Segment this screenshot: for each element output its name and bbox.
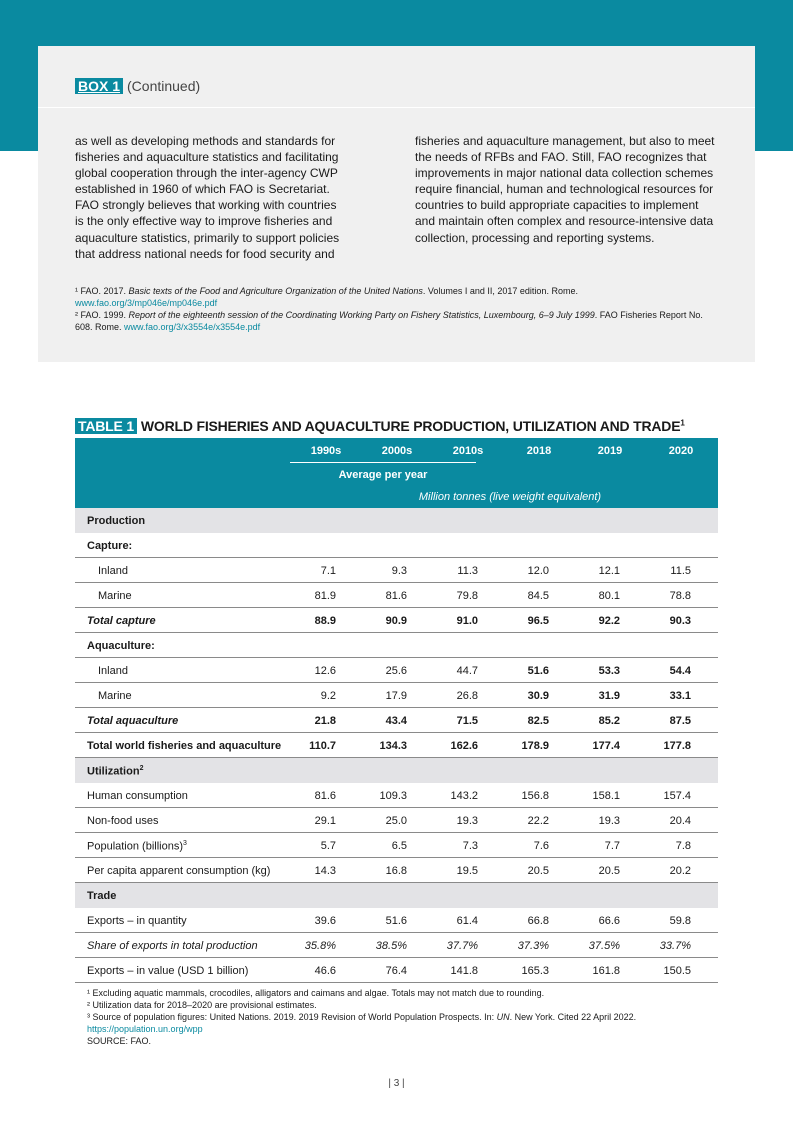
- table-section-row: [75, 508, 718, 533]
- cell-2020: 90.3: [669, 615, 691, 627]
- cell-2000s: 16.8: [385, 865, 407, 877]
- table-row: [75, 683, 718, 708]
- col-header-2010s: 2010s: [452, 445, 484, 457]
- table-section-row: [75, 883, 718, 908]
- cell-2018: 20.5: [527, 865, 549, 877]
- row-label: Aquaculture:: [87, 640, 155, 652]
- table-row: [75, 783, 718, 808]
- cell-2010s: 143.2: [450, 790, 478, 802]
- population-link[interactable]: https://population.un.org/wpp: [87, 1024, 203, 1034]
- cell-1990s: 9.2: [320, 690, 336, 702]
- cell-2000s: 38.5%: [375, 940, 407, 952]
- col-header-2000s: 2000s: [381, 445, 413, 457]
- cell-2010s: 19.5: [456, 865, 478, 877]
- cell-2010s: 26.8: [456, 690, 478, 702]
- cell-1990s: 46.6: [314, 965, 336, 977]
- table-row: [75, 908, 718, 933]
- cell-2010s: 61.4: [456, 915, 478, 927]
- cell-1990s: 21.8: [314, 715, 336, 727]
- cell-2018: 84.5: [527, 590, 549, 602]
- box-tag: BOX 1: [75, 78, 123, 94]
- table-section-row: [75, 758, 718, 783]
- row-label: Capture:: [87, 540, 133, 552]
- table-row: [75, 958, 718, 983]
- table-body: [75, 508, 718, 983]
- cell-2018: 178.9: [521, 740, 549, 752]
- cell-2000s: 51.6: [385, 915, 407, 927]
- row-label: Inland: [98, 665, 128, 677]
- row-label: Human consumption: [87, 790, 188, 802]
- cell-2000s: 17.9: [385, 690, 407, 702]
- cell-1990s: 81.9: [314, 590, 336, 602]
- cell-2000s: 25.0: [385, 815, 407, 827]
- col-header-2019: 2019: [597, 445, 623, 457]
- cell-2020: 33.7%: [659, 940, 691, 952]
- cell-2020: 11.5: [670, 565, 691, 577]
- cell-2000s: 25.6: [385, 665, 407, 677]
- row-label: Non-food uses: [87, 815, 159, 827]
- cell-2020: 59.8: [669, 915, 691, 927]
- table-row: [75, 833, 718, 858]
- cell-2019: 85.2: [598, 715, 620, 727]
- cell-2018: 82.5: [527, 715, 549, 727]
- row-label: Inland: [98, 565, 128, 577]
- table-row: [75, 608, 718, 633]
- cell-2020: 150.5: [663, 965, 691, 977]
- cell-2000s: 76.4: [385, 965, 407, 977]
- col-header-2018: 2018: [526, 445, 552, 457]
- box-1-continued: [38, 46, 755, 362]
- cell-2019: 66.6: [598, 915, 620, 927]
- table-row: [75, 808, 718, 833]
- cell-2000s: 43.4: [385, 715, 407, 727]
- cell-2019: 12.1: [598, 565, 620, 577]
- cell-2019: 158.1: [592, 790, 620, 802]
- cell-2020: 20.2: [669, 865, 691, 877]
- table-row: [75, 558, 718, 583]
- cell-2020: 33.1: [669, 690, 691, 702]
- box-footnote-1: ¹ FAO. 2017. Basic texts of the Food and Agriculture Organization of the United Nations. Volumes I and II, 2017 edition. Rome. www.fao.org/3/mp046e/mp046e.pdf: [75, 286, 578, 308]
- cell-2019: 53.3: [598, 665, 620, 677]
- row-label: Marine: [98, 690, 132, 702]
- cell-2019: 7.7: [604, 840, 620, 852]
- cell-2018: 51.6: [527, 665, 549, 677]
- row-label: Exports – in value (USD 1 billion): [87, 965, 249, 977]
- table-footnote-1: ¹ Excluding aquatic mammals, crocodiles, alligators and caimans and algae. Totals may not match due to rounding.: [87, 988, 545, 998]
- cell-2020: 157.4: [663, 790, 691, 802]
- cell-2020: 20.4: [669, 815, 691, 827]
- cell-1990s: 29.1: [314, 815, 336, 827]
- row-label: Population (billions)$^3$: [87, 840, 187, 853]
- cell-2000s: 134.3: [379, 740, 407, 752]
- row-label: Production: [87, 515, 146, 527]
- table-row: [75, 583, 718, 608]
- box-header: [75, 78, 200, 94]
- row-label-footnote-mark: 3: [183, 840, 187, 847]
- table-footnote-2: ² Utilization data for 2018–2020 are provisional estimates.: [87, 1000, 317, 1010]
- table-title: TABLE 1 WORLD FISHERIES AND AQUACULTURE PRODUCTION, UTILIZATION AND TRADE$^1$: [75, 418, 685, 434]
- cell-2018: 22.2: [527, 815, 549, 827]
- table-row: [75, 858, 718, 883]
- cell-1990s: 39.6: [314, 915, 336, 927]
- cell-2020: 54.4: [669, 665, 691, 677]
- row-label: Trade: [87, 890, 117, 902]
- average-per-year-label: Average per year: [338, 469, 428, 481]
- row-label: Per capita apparent consumption (kg): [87, 865, 271, 877]
- cell-2019: 161.8: [592, 965, 620, 977]
- cell-2020: 7.8: [675, 840, 691, 852]
- box-text-right-column: fisheries and aquaculture management, but also to meet the needs of RFBs and FAO. Still, FAO recognizes that improvements in major national data collection schemes require financial, human and technological resources for countries to build appropriate capacities to implement and maintain often complex and resource-intensive data collection, processing and reporting systems.: [415, 134, 715, 245]
- cell-2020: 177.8: [663, 740, 691, 752]
- cell-2019: 31.9: [598, 690, 620, 702]
- cell-2019: 37.5%: [588, 940, 620, 952]
- row-label: Total aquaculture: [87, 715, 179, 727]
- cell-2019: 20.5: [598, 865, 620, 877]
- cell-1990s: 35.8%: [304, 940, 336, 952]
- cell-2018: 12.0: [527, 565, 549, 577]
- cell-2010s: 19.3: [456, 815, 478, 827]
- row-label: Share of exports in total production: [87, 940, 258, 952]
- cell-1990s: 12.6: [314, 665, 336, 677]
- box-footnote-2: ² FAO. 1999. Report of the eighteenth session of the Coordinating Working Party on Fishery Statistics, Luxembourg, 6–9 July 1999. FAO Fisheries Report No. 608. Rome. www.fao.org/3/x3554e/x3554e.pdf: [75, 310, 703, 332]
- cell-2018: 96.5: [527, 615, 549, 627]
- box-continued-label: (Continued): [127, 78, 201, 94]
- cell-2010s: 44.7: [456, 665, 478, 677]
- cell-2020: 78.8: [669, 590, 691, 602]
- cell-1990s: 7.1: [320, 565, 336, 577]
- cell-2018: 66.8: [527, 915, 549, 927]
- row-label: Exports – in quantity: [87, 915, 187, 927]
- cell-2010s: 7.3: [462, 840, 478, 852]
- cell-2019: 80.1: [598, 590, 620, 602]
- cell-2010s: 71.5: [456, 715, 478, 727]
- row-label-footnote-mark: 2: [139, 765, 144, 772]
- cell-2019: 92.2: [598, 615, 620, 627]
- footnote-2-link[interactable]: www.fao.org/3/x3554e/x3554e.pdf: [124, 322, 261, 332]
- page-number: | 3 |: [388, 1078, 405, 1089]
- decade-underline: [290, 462, 476, 463]
- cell-2019: 19.3: [598, 815, 620, 827]
- box-text-left-column: as well as developing methods and standards for fisheries and aquaculture statistics and facilitating global cooperation through the inter-agency CWP established in 1960 of which FAO is Secretariat. FAO strongly believes that working with countries is the only effective way to improve fisheries and aquaculture statistics, primarily to support policies that address national needs for food security and: [75, 134, 340, 261]
- table-row: [75, 633, 718, 658]
- col-header-1990s: 1990s: [310, 445, 342, 457]
- cell-2010s: 37.7%: [446, 940, 478, 952]
- units-label: Million tonnes (live weight equivalent): [418, 491, 602, 503]
- cell-2010s: 141.8: [450, 965, 478, 977]
- cell-2010s: 162.6: [450, 740, 478, 752]
- cell-2018: 165.3: [521, 965, 549, 977]
- box-divider: [38, 107, 755, 108]
- cell-1990s: 81.6: [314, 790, 336, 802]
- row-label: Total capture: [87, 615, 156, 627]
- table-footnote-3: ³ Source of population figures: United Nations. 2019. 2019 Revision of World Population Prospects. In: UN. New York. Cited 22 April 2022.: [87, 1012, 637, 1022]
- table-row: [75, 658, 718, 683]
- table-row: [75, 533, 718, 558]
- cell-2018: 7.6: [533, 840, 549, 852]
- table-footnotes: [87, 987, 707, 1047]
- table-row: [75, 708, 718, 733]
- cell-2010s: 91.0: [456, 615, 478, 627]
- cell-2018: 37.3%: [517, 940, 549, 952]
- row-label: Utilization$^2$: [87, 765, 144, 778]
- col-header-2020: 2020: [668, 445, 694, 457]
- cell-2018: 156.8: [521, 790, 549, 802]
- cell-2000s: 109.3: [379, 790, 407, 802]
- cell-1990s: 88.9: [314, 615, 336, 627]
- row-label: Total world fisheries and aquaculture: [87, 740, 282, 752]
- table-header: [75, 438, 718, 508]
- cell-2010s: 11.3: [457, 565, 478, 577]
- cell-2018: 30.9: [527, 690, 549, 702]
- table-source: SOURCE: FAO.: [87, 1036, 152, 1046]
- cell-2000s: 90.9: [385, 615, 407, 627]
- cell-2020: 87.5: [669, 715, 691, 727]
- table-tag: TABLE 1: [75, 418, 137, 434]
- cell-2000s: 6.5: [391, 840, 407, 852]
- cell-2010s: 79.8: [456, 590, 478, 602]
- box-footnotes: [75, 285, 720, 333]
- row-label: Marine: [98, 590, 132, 602]
- cell-2000s: 9.3: [391, 565, 407, 577]
- cell-1990s: 5.7: [320, 840, 336, 852]
- cell-2000s: 81.6: [385, 590, 407, 602]
- cell-1990s: 14.3: [314, 865, 336, 877]
- footnote-1-link[interactable]: www.fao.org/3/mp046e/mp046e.pdf: [75, 298, 218, 308]
- table-row: [75, 933, 718, 958]
- cell-2019: 177.4: [592, 740, 620, 752]
- cell-1990s: 110.7: [309, 740, 336, 752]
- table-row: [75, 733, 718, 758]
